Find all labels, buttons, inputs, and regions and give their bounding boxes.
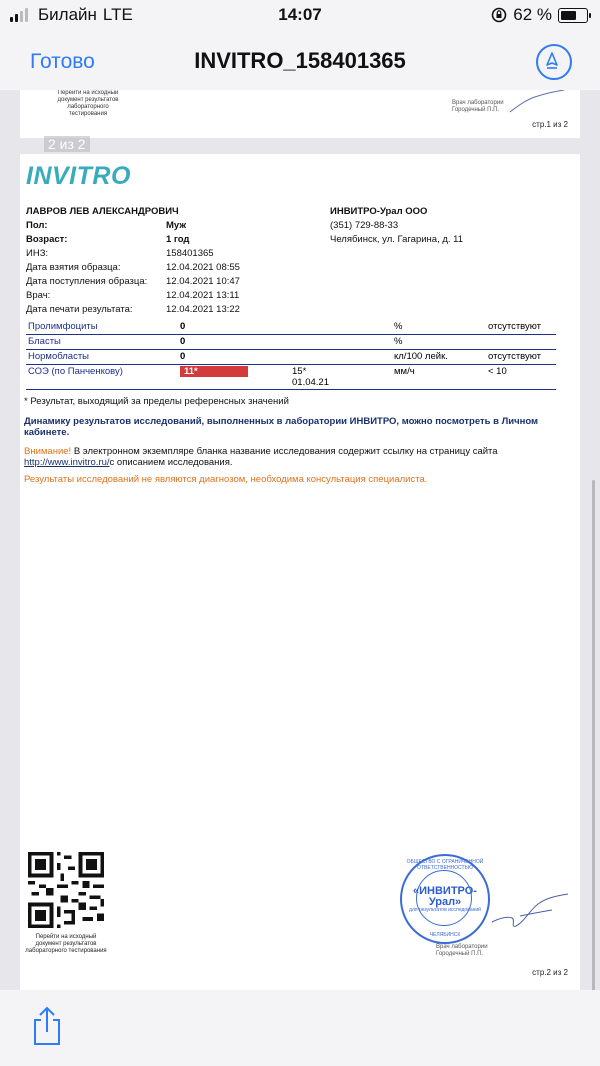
lab-phone: (351) 729-88-33	[330, 220, 399, 231]
markup-pen-icon	[544, 52, 560, 70]
test-ref: отсутствуют	[486, 350, 556, 365]
carrier-name: Билайн	[38, 5, 97, 24]
status-right	[491, 5, 588, 25]
sex-value: Муж	[166, 220, 187, 231]
rotation-lock-icon	[491, 7, 507, 23]
patient-name: ЛАВРОВ ЛЕВ АЛЕКСАНДРОВИЧ	[26, 206, 179, 217]
test-name[interactable]: Нормобласты	[26, 350, 178, 365]
test-value: 0	[178, 320, 290, 335]
stamp-center-text: «ИНВИТРО-Урал»	[413, 885, 477, 908]
status-bar	[0, 0, 600, 32]
scrollbar[interactable]	[592, 480, 595, 990]
attention-word: Внимание!	[24, 446, 72, 457]
results-table	[26, 320, 556, 390]
page1-number: стр.1 из 2	[532, 120, 568, 129]
page2-number: стр.2 из 2	[532, 968, 568, 977]
doctor-name: Врач лаборатории Городечный П.П.	[436, 944, 488, 957]
done-button[interactable]: Готово	[30, 50, 95, 73]
qr-code[interactable]	[28, 852, 104, 928]
test-ref	[486, 335, 556, 350]
page1-qr-caption: Перейти на исходный документ результатов лабораторного тестирования	[57, 90, 119, 117]
bottom-toolbar	[0, 990, 600, 1066]
link-tail: с описанием исследования.	[109, 457, 233, 468]
qr-caption: Перейти на исходный документ результатов лабораторного тестирования	[25, 934, 107, 954]
lab-stamp	[400, 854, 490, 944]
received-value: 12.04.2021 10:47	[166, 276, 240, 287]
page-indicator: 2 из 2	[44, 136, 90, 152]
markup-button[interactable]	[536, 44, 572, 80]
lab-name: ИНВИТРО-Урал ООО	[330, 206, 428, 217]
navigation-bar	[0, 32, 600, 90]
stamp-city: ЧЕЛЯБИНСК	[429, 932, 461, 938]
page-1	[20, 90, 580, 138]
table-row	[26, 350, 556, 365]
clock: 14:07	[278, 5, 322, 24]
page1-doctor: Врач лаборатории Городечный П.П.	[452, 100, 504, 113]
network-type: LTE	[102, 5, 133, 24]
prev-value	[290, 335, 392, 350]
age-value: 1 год	[166, 234, 190, 245]
invitro-link[interactable]: http://www.invitro.ru/	[24, 457, 110, 468]
document-viewer[interactable]	[0, 90, 600, 990]
dynamics-note: Динамику результатов исследований, выполненных в лаборатории ИНВИТРО, можно посмотреть в Личном кабинете.	[24, 416, 539, 438]
prev-value: 15*	[292, 366, 307, 377]
inz-value: 158401365	[166, 248, 214, 259]
footnote: * Результат, выходящий за пределы референсных значений	[24, 396, 289, 407]
taken-value: 12.04.2021 08:55	[166, 262, 240, 273]
test-name[interactable]: Пролимфоциты	[26, 320, 178, 335]
test-value: 0	[178, 350, 290, 365]
inz-label: ИНЗ:	[26, 248, 49, 259]
battery-percent: 62 %	[513, 5, 552, 24]
prev-value-cell	[290, 365, 392, 390]
taken-label: Дата взятия образца:	[26, 262, 121, 273]
table-row	[26, 320, 556, 335]
stamp-ring-text: ОБЩЕСТВО С ОГРАНИЧЕННОЙ ОТВЕТСТВЕННОСТЬЮ	[406, 859, 484, 871]
doctor-signature	[490, 892, 570, 942]
test-unit: %	[392, 320, 486, 335]
document-title: INVITRO_158401365	[194, 48, 406, 73]
doctor-label: Врач:	[26, 290, 51, 301]
disclaimer: Результаты исследований не являются диагнозом, необходима консультация специалиста.	[24, 474, 428, 485]
table-row	[26, 335, 556, 350]
test-value: 0	[178, 335, 290, 350]
printed-value: 12.04.2021 13:22	[166, 304, 240, 315]
invitro-logo: INVITRO	[26, 162, 131, 190]
test-unit: кл/100 лейк.	[392, 350, 486, 365]
lab-address: Челябинск, ул. Гагарина, д. 11	[330, 234, 464, 245]
stamp-sub-text: для результатов исследований	[409, 907, 481, 913]
test-unit: %	[392, 335, 486, 350]
prev-value	[290, 350, 392, 365]
table-row	[26, 365, 556, 390]
test-ref: отсутствуют	[486, 320, 556, 335]
printed-label: Дата печати результата:	[26, 304, 133, 315]
share-button[interactable]	[30, 1006, 64, 1046]
battery-icon	[558, 8, 588, 23]
attention-text: В электронном экземпляре бланка название исследования содержит ссылку на страницу сайта	[71, 446, 498, 457]
prev-date: 01.04.21	[292, 377, 329, 388]
test-value-cell	[178, 365, 290, 390]
test-unit: мм/ч	[392, 365, 486, 390]
prev-value	[290, 320, 392, 335]
test-name[interactable]: Бласты	[26, 335, 178, 350]
attention-note	[24, 446, 554, 468]
share-icon	[30, 1006, 64, 1046]
doctor-value: 12.04.2021 13:11	[166, 290, 240, 301]
age-label: Возраст:	[26, 234, 68, 245]
received-label: Дата поступления образца:	[26, 276, 148, 287]
out-of-range-value: 11*	[180, 366, 248, 377]
test-ref: < 10	[486, 365, 556, 390]
test-name[interactable]: СОЭ (по Панченкову)	[26, 365, 178, 390]
page-2	[20, 154, 580, 990]
sex-label: Пол:	[26, 220, 48, 231]
